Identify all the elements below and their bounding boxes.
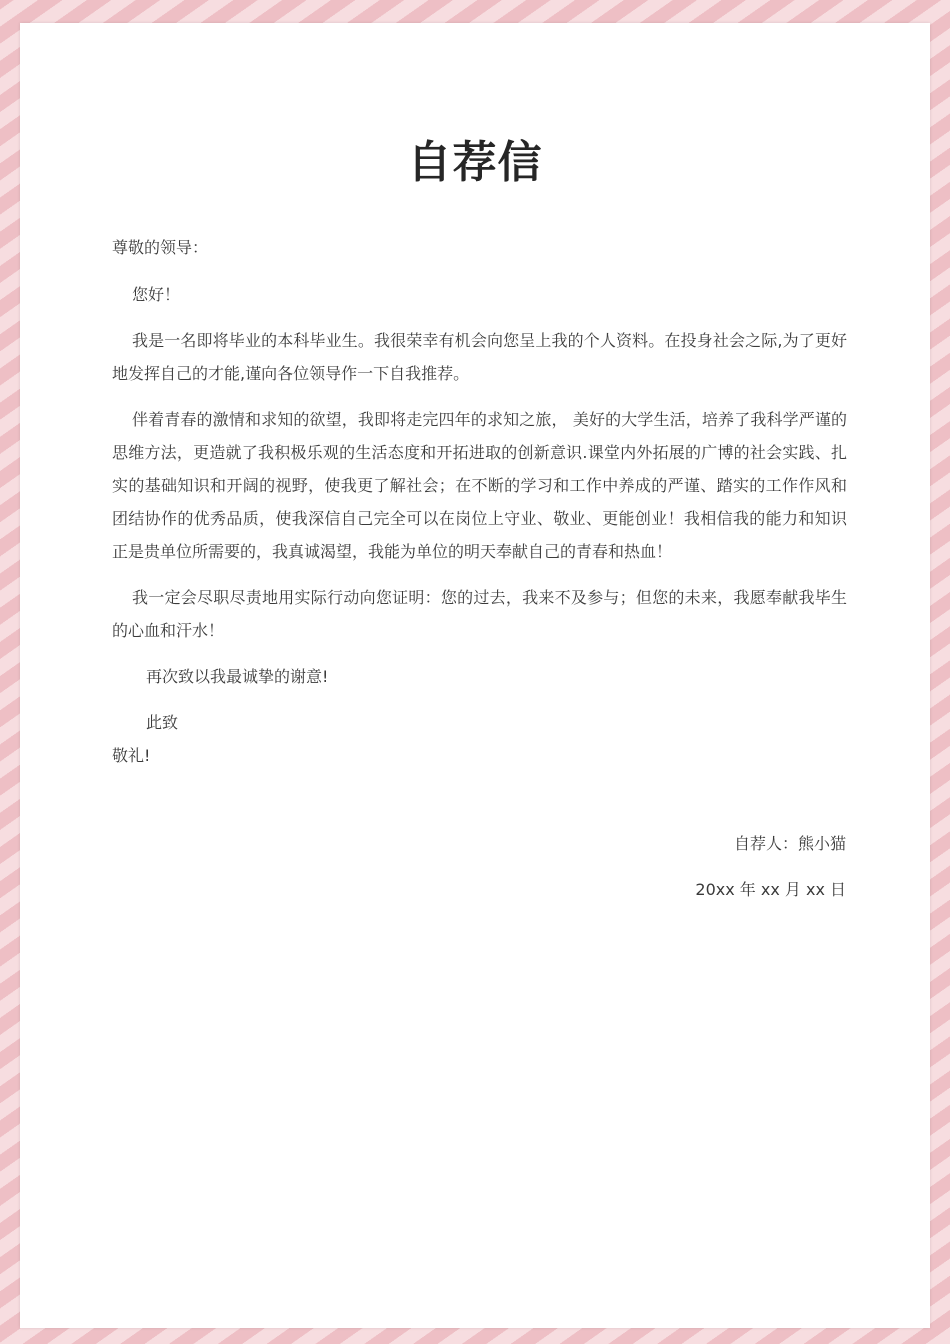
paragraph-experience: 伴着青春的激情和求知的欲望，我即将走完四年的求知之旅， 美好的大学生活，培养了我科学严谨的思维方法，更造就了我积极乐观的生活态度和开拓进取的创新意识.课堂内外拓展的广博的社会实践、扎实的基础知识和开阔的视野，使我更了解社会；在不断的学习和工作中养成的严谨、踏实的工作作风和团结协作的优秀品质，使我深信自己完全可以在岗位上守业、敬业、更能创业！我相信我的能力和知识正是贵单位所需要的，我真诚渴望，我能为单位的明天奉献自己的青春和热血！ — [112, 410, 847, 561]
paragraph-commitment: 我一定会尽职尽责地用实际行动向您证明：您的过去，我来不及参与；但您的未来，我愿奉献我毕生的心血和汗水！ — [112, 588, 847, 640]
thanks-line: 再次致以我最诚挚的谢意! — [146, 667, 329, 686]
signature-date: 20xx 年 xx 月 xx 日 — [695, 880, 846, 899]
signature-block — [695, 827, 846, 906]
greeting: 您好！ — [132, 285, 181, 304]
letter-paper — [20, 23, 930, 1328]
signature-name: 自荐人：熊小猫 — [733, 834, 846, 853]
paragraph-intro: 我是一名即将毕业的本科毕业生。我很荣幸有机会向您呈上我的个人资料。在投身社会之际,为了更好地发挥自己的才能,谨向各位领导作一下自我推荐。 — [112, 331, 847, 383]
letter-body — [112, 231, 847, 772]
letter-title: 自荐信 — [407, 137, 543, 188]
salutation: 尊敬的领导： — [112, 238, 209, 257]
closing-jingli: 敬礼! — [112, 746, 151, 765]
closing-cizhi: 此致 — [146, 713, 179, 732]
